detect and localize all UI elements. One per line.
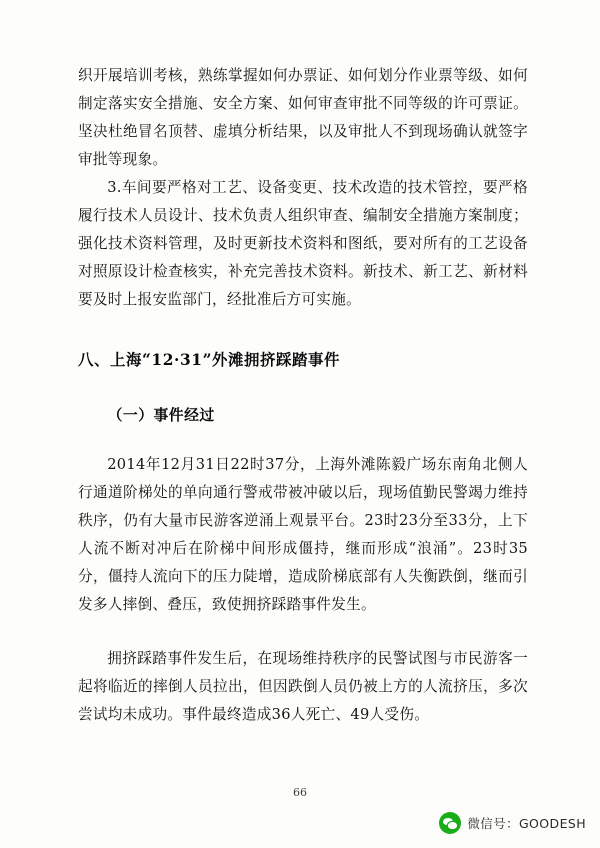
wechat-icon [439, 812, 461, 834]
paragraph-continued: 织开展培训考核，熟练掌握如何办票证、如何划分作业票等级、如何制定落实安全措施、安全方案、如何审查审批不同等级的许可票证。坚决杜绝冒名顶替、虚填分析结果，以及审批人不到现场确认就签字审批等现象。 [78, 67, 528, 169]
watermark-text: 微信号：GOODESH [467, 816, 586, 831]
body-paragraph-2: 拥挤踩踏事件发生后，在现场维持秩序的民警试图与市民游客一起将临近的摔倒人员拉出，但因跌倒人员仍被上方的人流挤压，多次尝试均未成功。事件最终造成36人死亡、49人受伤。 [78, 650, 528, 724]
watermark [439, 812, 586, 834]
section-heading: 八、上海“12·31”外滩拥挤踩踏事件 [78, 351, 340, 370]
page-content [78, 62, 528, 729]
body-paragraph-1: 2014年12月31日22时37分，上海外滩陈毅广场东南角北侧人行通道阶梯处的单向通行警戒带被冲破以后，现场值勤民警竭力维持秩序，仍有大量市民游客逆涌上观景平台。23时23分至33分，上下人流不断对冲后在阶梯中间形成僵持，继而形成“浪涌”。23时35分，僵持人流向下的压力陡增，造成阶梯底部有人失衡跌倒，继而引发多人摔倒、叠压，致使拥挤踩踏事件发生。 [78, 456, 528, 614]
subsection-heading: （一）事件经过 [107, 407, 215, 425]
page-number: 66 [293, 786, 307, 799]
paragraph-item-3: 3.车间要严格对工艺、设备变更、技术改造的技术管控，要严格履行技术人员设计、技术负责人组织审查、编制安全措施方案制度；强化技术资料管理，及时更新技术资料和图纸，要对所有的工艺设备对照原设计检查核实，补充完善技术资料。新技术、新工艺、新材料要及时上报安监部门，经批准后方可实施。 [78, 179, 528, 309]
